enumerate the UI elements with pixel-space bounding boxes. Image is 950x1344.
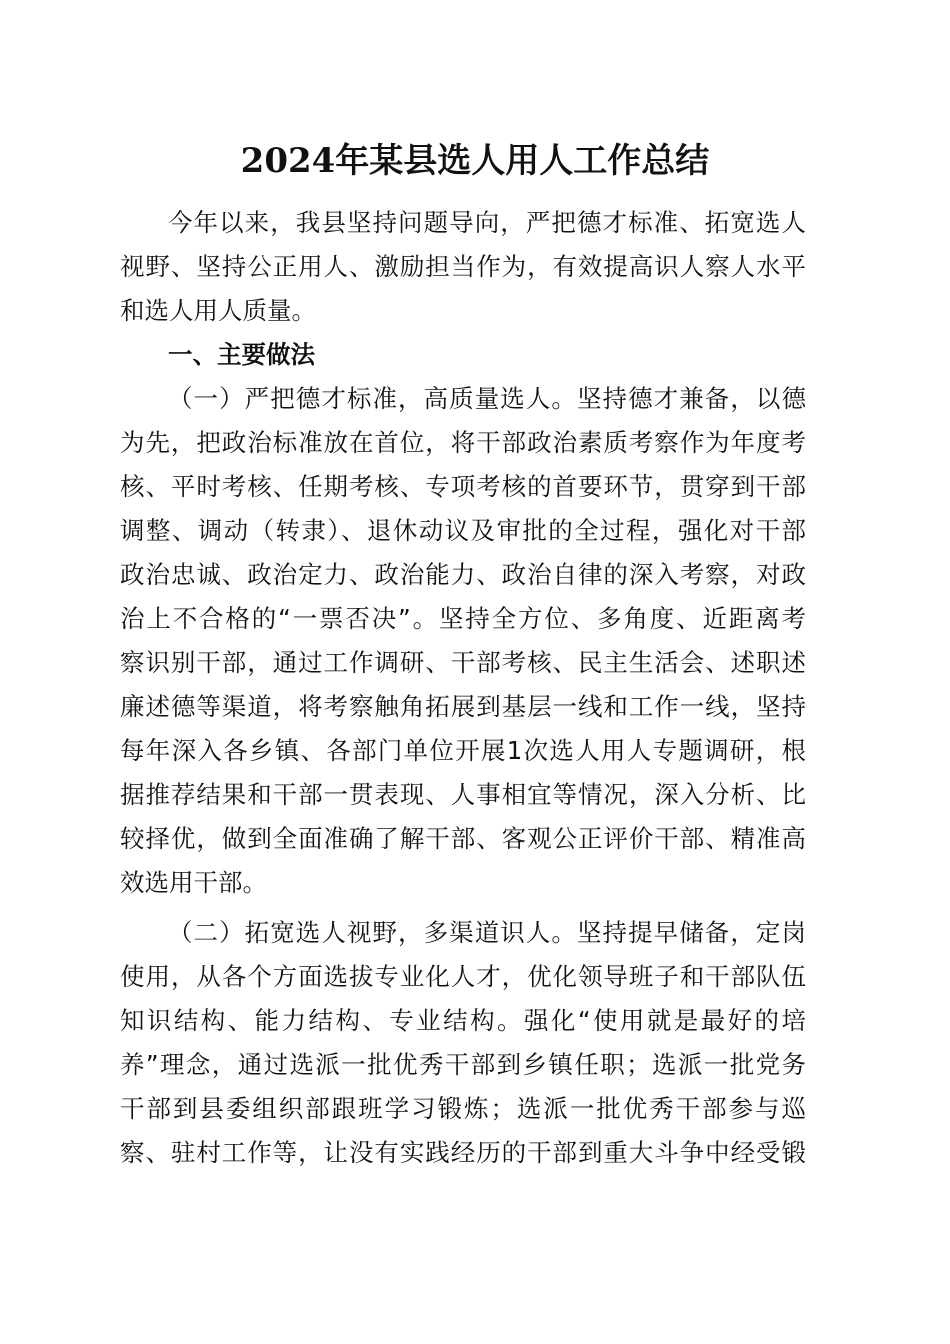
intro-line: 和选人用人质量。: [120, 296, 316, 325]
paragraph-line: 察、驻村工作等，让没有实践经历的干部到重大斗争中经受锻: [120, 1138, 806, 1167]
paragraph-line: 干部到县委组织部跟班学习锻炼；选派一批优秀干部参与巡: [120, 1094, 806, 1123]
document-title: 2024年某县选人用人工作总结: [240, 141, 710, 181]
paragraph-line: 养”理念，通过选派一批优秀干部到乡镇任职；选派一批党务: [120, 1050, 806, 1079]
intro-line: 视野、坚持公正用人、激励担当作为，有效提高识人察人水平: [120, 252, 806, 281]
paragraph-line: 为先，把政治标准放在首位，将干部政治素质考察作为年度考: [120, 428, 806, 457]
paragraph-line: 使用，从各个方面选拔专业化人才，优化领导班子和干部队伍: [120, 962, 806, 991]
paragraph-line: 较择优，做到全面准确了解干部、客观公正评价干部、精准高: [120, 824, 806, 853]
paragraph-line: 廉述德等渠道，将考察触角拓展到基层一线和工作一线，坚持: [120, 692, 806, 721]
intro-line: 今年以来，我县坚持问题导向，严把德才标准、拓宽选人: [168, 208, 806, 237]
paragraph-line: 每年深入各乡镇、各部门单位开展1次选人用人专题调研，根: [120, 736, 806, 765]
paragraph-line: 政治忠诚、政治定力、政治能力、政治自律的深入考察，对政: [120, 560, 806, 589]
section-heading: 一、主要做法: [168, 340, 315, 369]
paragraph-line: 治上不合格的“一票否决”。坚持全方位、多角度、近距离考: [120, 604, 806, 633]
paragraph-line: 核、平时考核、任期考核、专项考核的首要环节，贯穿到干部: [120, 472, 806, 501]
paragraph-line: （二）拓宽选人视野，多渠道识人。坚持提早储备，定岗: [168, 918, 806, 947]
paragraph-line: （一）严把德才标准，高质量选人。坚持德才兼备，以德: [168, 384, 806, 413]
paragraph-line: 察识别干部，通过工作调研、干部考核、民主生活会、述职述: [120, 648, 806, 677]
document-body: [120, 201, 806, 1175]
paragraph-line: 效选用干部。: [120, 868, 267, 897]
paragraph-line: 据推荐结果和干部一贯表现、人事相宜等情况，深入分析、比: [120, 780, 806, 809]
paragraph-line: 知识结构、能力结构、专业结构。强化“使用就是最好的培: [120, 1006, 806, 1035]
paragraph-line: 调整、调动（转隶）、退休动议及审批的全过程，强化对干部: [120, 516, 806, 545]
